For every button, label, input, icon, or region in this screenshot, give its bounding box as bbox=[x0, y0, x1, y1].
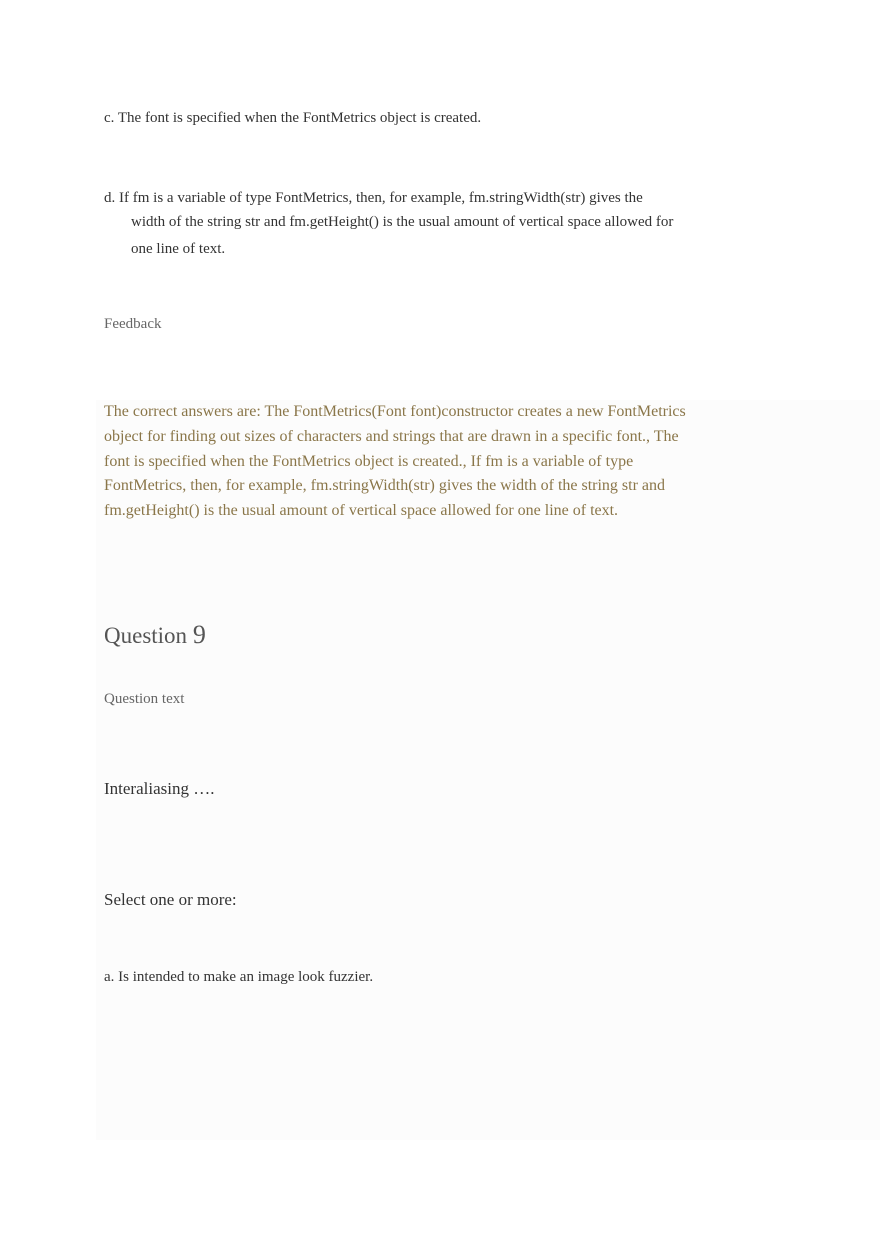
question-prompt: Interaliasing …. bbox=[104, 779, 215, 798]
answer-option-c: c. The font is specified when the FontMetrics object is created. bbox=[104, 110, 482, 126]
answer-option-d-line1: d. If fm is a variable of type FontMetrics, then, for example, fm.stringWidth(str) gives the bbox=[104, 190, 643, 206]
feedback-text: The correct answers are: The FontMetrics(Font font)constructor creates a new FontMetrics object for finding out sizes of characters and strings that are drawn in a specific font., The font is specified when the FontMetrics object is created., If fm is a variable of type FontMetrics, then, for example, fm.stringWidth(str) gives the width of the string str and fm.getHeight() is the usual amount of vertical space allowed for one line of text. bbox=[104, 403, 686, 520]
question-text-label: Question text bbox=[104, 691, 185, 707]
question-number: 9 bbox=[192, 620, 206, 649]
answer-option-a[interactable]: a. Is intended to make an image look fuzzier. bbox=[104, 969, 374, 985]
answer-option-d bbox=[104, 186, 704, 261]
question-title: Question bbox=[104, 623, 188, 648]
answer-option-d-line2: width of the string str and fm.getHeight() is the usual amount of vertical space allowed for bbox=[131, 214, 674, 230]
feedback-label: Feedback bbox=[104, 316, 162, 332]
question-heading bbox=[104, 620, 206, 650]
answer-option-d-line3: one line of text. bbox=[131, 241, 226, 257]
select-instruction: Select one or more: bbox=[104, 890, 237, 909]
